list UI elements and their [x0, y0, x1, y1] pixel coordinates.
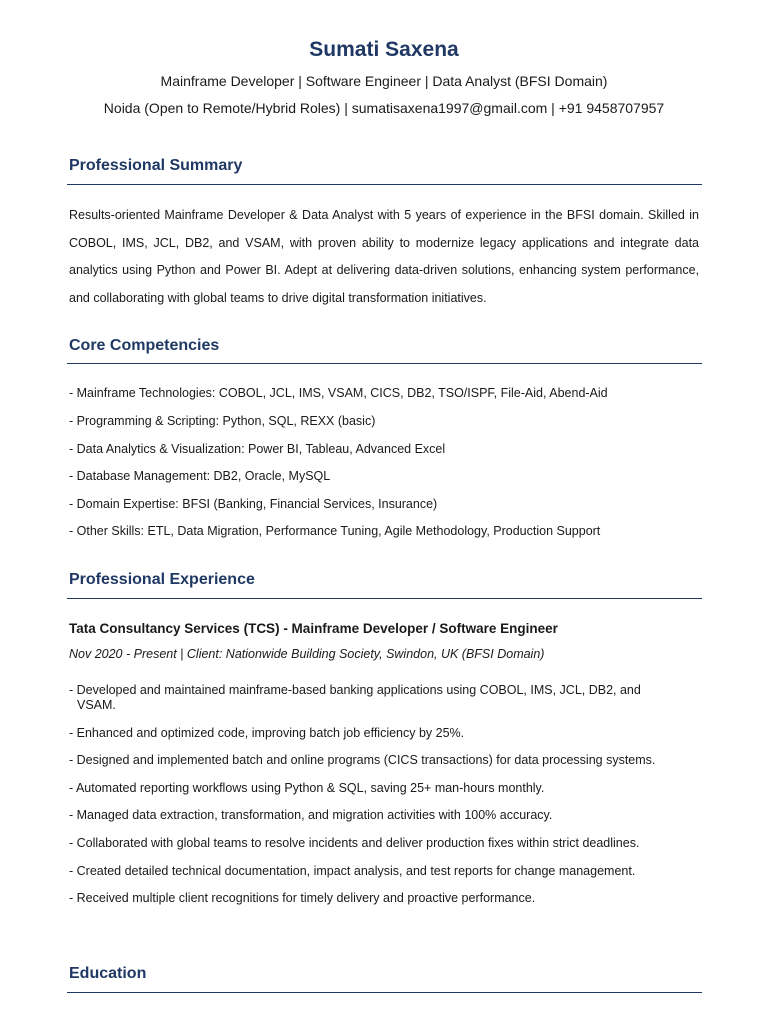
- competency-item: - Programming & Scripting: Python, SQL, REXX (basic): [69, 414, 376, 428]
- competency-item: - Data Analytics & Visualization: Power BI, Tableau, Advanced Excel: [69, 442, 446, 456]
- bullet-text-continued: VSAM.: [77, 698, 116, 712]
- section-divider: [67, 184, 702, 185]
- section-title-summary: Professional Summary: [69, 157, 243, 174]
- competency-item: - Database Management: DB2, Oracle, MySQL: [69, 469, 331, 483]
- section-divider: [67, 992, 702, 993]
- experience-bullet: - Received multiple client recognitions for timely delivery and proactive performance.: [69, 891, 536, 905]
- competency-item: - Domain Expertise: BFSI (Banking, Financial Services, Insurance): [69, 497, 438, 511]
- candidate-name: Sumati Saxena: [309, 38, 459, 61]
- section-title-experience: Professional Experience: [69, 571, 255, 588]
- summary-text: Results-oriented Mainframe Developer & Data Analyst with 5 years of experience in the BFSI domain. Skilled in COBOL, IMS, JCL, DB2, and VSAM, with proven ability to modernize legacy applications and integrate data analytics using Python and Power BI. Adept at delivering data-driven solutions, enhancing system performance, and collaborating with global teams to drive digital transformation initiatives.: [69, 208, 699, 305]
- contact-line: Noida (Open to Remote/Hybrid Roles) | sumatisaxena1997@gmail.com | +91 9458707957: [103, 100, 665, 116]
- section-title-competencies: Core Competencies: [69, 337, 220, 354]
- experience-bullet: - Collaborated with global teams to resolve incidents and deliver production fixes within strict deadlines.: [69, 836, 640, 850]
- roles-line: Mainframe Developer | Software Engineer | Data Analyst (BFSI Domain): [160, 73, 608, 89]
- job-title: Tata Consultancy Services (TCS) - Mainframe Developer / Software Engineer: [69, 621, 558, 636]
- section-title-education: Education: [69, 965, 147, 982]
- experience-bullet: [69, 683, 709, 713]
- experience-bullet: - Automated reporting workflows using Python & SQL, saving 25+ man-hours monthly.: [69, 781, 545, 795]
- competency-item: - Other Skills: ETL, Data Migration, Performance Tuning, Agile Methodology, Production Support: [69, 524, 601, 538]
- section-divider: [67, 598, 702, 599]
- experience-bullet: - Designed and implemented batch and online programs (CICS transactions) for data processing systems.: [69, 753, 656, 767]
- experience-bullet: - Enhanced and optimized code, improving batch job efficiency by 25%.: [69, 726, 465, 740]
- job-meta: Nov 2020 - Present | Client: Nationwide Building Society, Swindon, UK (BFSI Domain): [69, 647, 545, 661]
- experience-bullet: - Managed data extraction, transformation, and migration activities with 100% accuracy.: [69, 808, 553, 822]
- experience-bullet: - Created detailed technical documentation, impact analysis, and test reports for change management.: [69, 864, 636, 878]
- bullet-text: - Developed and maintained mainframe-based banking applications using COBOL, IMS, JCL, DB2, and: [69, 683, 641, 697]
- competency-item: - Mainframe Technologies: COBOL, JCL, IMS, VSAM, CICS, DB2, TSO/ISPF, File-Aid, Abend-Aid: [69, 386, 608, 400]
- section-divider: [67, 363, 702, 364]
